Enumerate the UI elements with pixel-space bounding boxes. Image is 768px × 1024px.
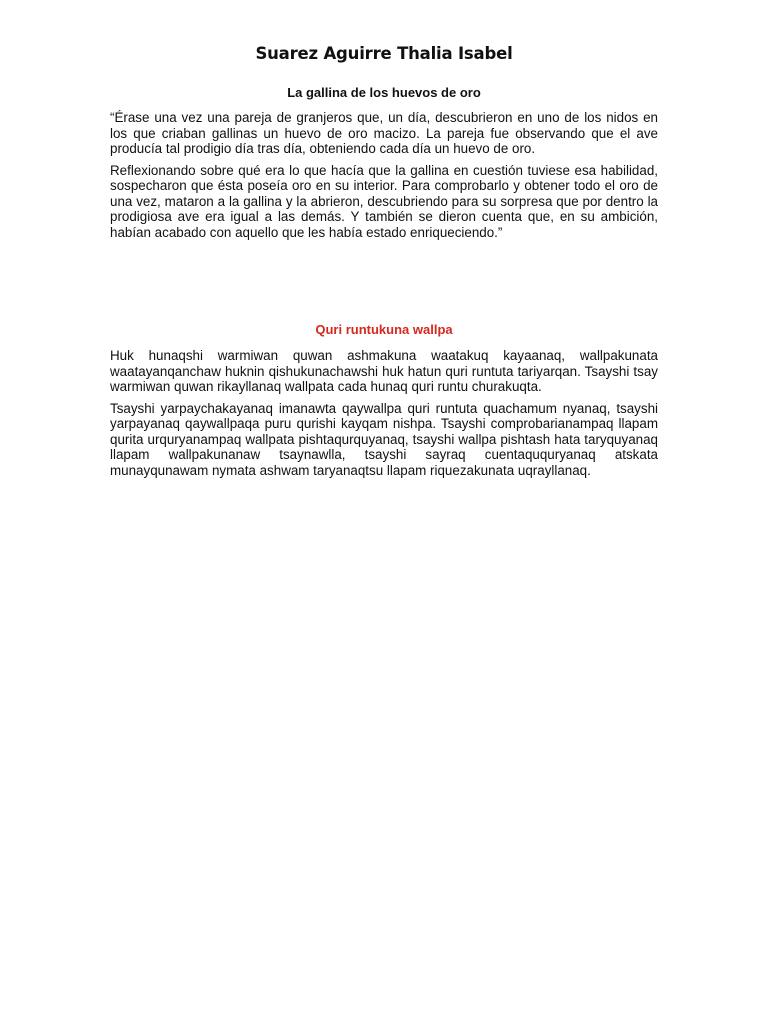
quechua-title: Quri runtukuna wallpa [315, 322, 453, 337]
spanish-text-block [110, 110, 658, 246]
quechua-paragraph: Huk hunaqshi warmiwan quwan ashmakuna waatakuq kayaanaq, wallpakunata waatayanqanchaw huknin qishukunachawshi huk hatun quri runtuta tariyarqan. Tsayshi tsay warmiwan quwan rikayllanaq wallpata cada hunaq quri runtu churakuqta. [110, 348, 658, 394]
spanish-paragraph: Reflexionando sobre qué era lo que hacía que la gallina en cuestión tuviese esa habilidad, sospecharon que ésta poseía oro en su interior. Para comprobarlo y obtener todo el oro de una vez, mataron a la gallina y la abrieron, descubriendo para su sorpresa que por dentro la prodigiosa ave era igual a las demás. Y también se dieron cuenta que, en su ambición, habían acabado con aquello que les había estado enriqueciendo.” [110, 162, 658, 240]
quechua-paragraph: Tsayshi yarpaychakayanaq imanawta qaywallpa quri runtuta quachamum nyanaq, tsayshi yarpayanaq qaywallpaqa puru qurishi kayqam nishpa. Tsayshi comprobarianampaq llapam qurita urquryanampaq wallpata pishtaqurquyanaq, tsayshi wallpa pishtash hata taryquyanaq llapam wallpakunanaw tsaynawlla, tsayshi sayraq cuentaququryanaq atskata munayqunawam nymata ashwam taryanaqtsu llapam riquezakunata uqrayllanaq. [110, 400, 658, 478]
spanish-title: La gallina de los huevos de oro [287, 85, 481, 100]
quechua-text-block [110, 348, 658, 484]
author-name: Suarez Aguirre Thalia Isabel [255, 44, 513, 63]
spanish-paragraph: “Érase una vez una pareja de granjeros que, un día, descubrieron en uno de los nidos en los que criaban gallinas un huevo de oro macizo. La pareja fue observando que el ave producía tal prodigio día tras día, obteniendo cada día un huevo de oro. [110, 110, 658, 156]
